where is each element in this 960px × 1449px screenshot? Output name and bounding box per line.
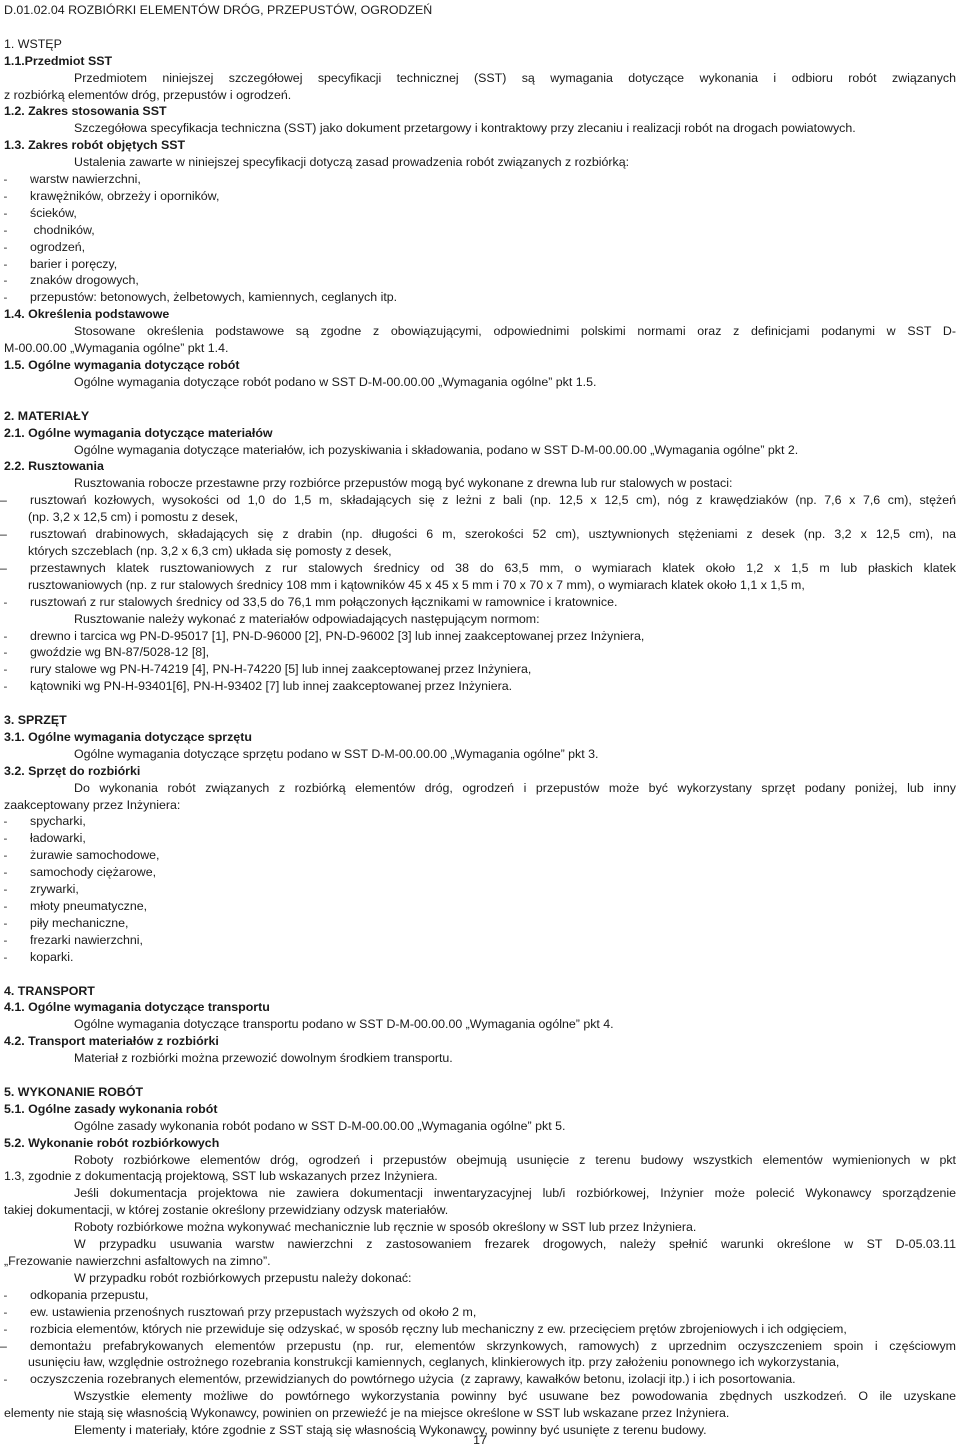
paragraph-line: Ogólne wymagania dotyczące materiałów, ich pozyskiwania i składowania, podano w SST D-M-00.00.00 „Wymagania ogólne” pkt 2. [74,442,799,457]
list-item: – żurawie samochodowe, [4,847,956,864]
list-item: – barier i poręczy, [4,256,956,273]
subsection-heading: 1.5. Ogólne wymagania dotyczące robót [4,358,240,373]
list-item: – ścieków, [4,205,956,222]
subsection-heading: 1.3. Zakres robót objętych SST [4,138,186,153]
list-item-continuation: (np. 3,2 x 12,5 cm) i pomostu z desek, [28,510,239,525]
subsection-heading: 3.1. Ogólne wymagania dotyczące sprzętu [4,729,252,744]
list-item: – młoty pneumatyczne, [4,898,956,915]
list-item: – rusztowań kozłowych, wysokości od 1,0 do 1,5 m, składających się z leżni z bali (np. 12,5 x 12,5 cm), nóg z krawędziaków (np. 7,6 x 7,6 cm), stężeń [4,492,956,509]
subsection-heading: 4.1. Ogólne wymagania dotyczące transportu [4,1000,270,1015]
paragraph-line: Jeśli dokumentacja projektowa nie zawiera dokumentacji inwentaryzacyjnej lub/i rozbiórkowej, Inżynier może polecić Wykonawcy sporządzenie [74,1186,956,1201]
paragraph-line: Roboty rozbiórkowe można wykonywać mechanicznie lub ręcznie w sposób określony w SST lub przez Inżyniera. [74,1220,697,1235]
paragraph-line: M-00.00.00 „Wymagania ogólne” pkt 1.4. [4,341,229,356]
spacer [4,19,956,36]
list-item: – rusztowań drabinowych, składających się z drabin (np. długości 6 m, szerokości 52 cm), usztywnionych stężeniami z desek (np. 3,2 x 12,5 cm), na [4,526,956,543]
list-item: – przestawnych klatek rusztowaniowych z rur stalowych średnicy od 38 do 63,5 mm, o wymiarach klatek około 1,2 x 1,5 m lub płaskich klatek [4,560,956,577]
dash-list [4,492,956,610]
section-heading: 3. SPRZĘT [4,713,67,728]
paragraph-line: Materiał z rozbiórki można przewozić dowolnym środkiem transportu. [74,1051,453,1066]
paragraph-line: Do wykonania robót związanych z rozbiórką elementów dróg, ogrodzeń i przepustów może być wykorzystany sprzęt podany poniżej, lub inny [74,780,956,795]
paragraph-line: takiej dokumentacji, w której zostanie określony przewidziany odzysk materiałów. [4,1203,449,1218]
list-item: – demontażu prefabrykowanych elementów przepustu (np. rur, elementów skrzynkowych, ramowych) z uprzednim oczyszczeniem spoin i częściowym [4,1338,956,1355]
dash-list [4,628,956,696]
list-item: – warstw nawierzchni, [4,171,956,188]
paragraph-line: Szczegółowa specyfikacja techniczna (SST) jako dokument przetargowy i kontraktowy przy zlecaniu i realizacji robót na drogach powiatowych. [74,121,856,136]
list-item: – zrywarki, [4,881,956,898]
list-item: – drewno i tarcica wg PN-D-95017 [1], PN-D-96000 [2], PN-D-96002 [3] lub innej zaakceptowanej przez Inżyniera, [4,628,956,645]
dash-list [4,171,956,306]
section-heading: 5. WYKONANIE ROBÓT [4,1084,144,1099]
list-item: – spycharki, [4,813,956,830]
paragraph-line: z rozbiórką elementów dróg, przepustów i ogrodzeń. [4,87,292,102]
list-item: – rury stalowe wg PN-H-74219 [4], PN-H-74220 [5] lub innej zaakceptowanej przez Inżyniera, [4,661,956,678]
list-item-continuation: usunięciu ław, względnie ostrożnego rozebrania konstrukcji kamiennych, ceglanych, klinkierowych itp. przy założeniu ponownego ich wykorzystania, [28,1355,840,1370]
paragraph-line: Ogólne wymagania dotyczące transportu podano w SST D-M-00.00.00 „Wymagania ogólne” pkt 4. [74,1017,614,1032]
paragraph-line: „Frezowanie nawierzchni asfaltowych na zimno”. [4,1253,271,1268]
spacer [4,391,956,408]
paragraph-line: Elementy i materiały, które zgodnie z SST stają się własnością Wykonawcy, powinny być usunięte z terenu budowy. [74,1423,707,1438]
list-item: – gwoździe wg BN-87/5028-12 [8], [4,644,956,661]
section-heading: 2. MATERIAŁY [4,408,90,423]
list-item: – samochody ciężarowe, [4,864,956,881]
subsection-heading: 5.1. Ogólne zasady wykonania robót [4,1101,218,1116]
paragraph-line: Wszystkie elementy możliwe do powtórnego wykorzystania powinny być usuwane bez powodowania zbędnych uszkodzeń. O ile uzyskane [74,1389,956,1404]
list-item: – rusztowań z rur stalowych średnicy od 33,5 do 76,1 mm połączonych łącznikami w ramownice i kratownice. [4,594,956,611]
paragraph-line: W przypadku usuwania warstw nawierzchni z zastosowaniem frezarek drogowych, należy spełnić warunki określone w ST D-05.03.11 [74,1237,956,1252]
list-item: – przepustów: betonowych, żelbetowych, kamiennych, ceglanych itp. [4,289,956,306]
paragraph-line: Stosowane określenia podstawowe są zgodne z obowiązującymi, odpowiednimi polskimi normami oraz z definicjami podanymi w SST D- [74,324,956,339]
subsection-heading: 1.4. Określenia podstawowe [4,307,170,322]
list-item: – frezarki nawierzchni, [4,932,956,949]
list-item: – oczyszczenia rozebranych elementów, przewidzianych do powtórnego użycia (z zaprawy, kawałków betonu, izolacji itp.) i ich posortowania. [4,1371,956,1388]
list-item: – ogrodzeń, [4,239,956,256]
paragraph-line: Rusztowanie należy wykonać z materiałów odpowiadających następującym normom: [74,611,540,626]
list-item: – kątowniki wg PN-H-93401[6], PN-H-93402 [7] lub innej zaakceptowanej przez Inżyniera. [4,678,956,695]
subsection-heading: 4.2. Transport materiałów z rozbiórki [4,1034,219,1049]
spacer [4,695,956,712]
list-item-continuation: rusztowaniowych (np. z rur stalowych średnicy 108 mm i kątowników 45 x 45 x 5 mm i 70 x 70 x 7 mm), o wymiarach klatek około 1,1 x 1,5 m, [28,577,805,592]
paragraph-line: Ogólne wymagania dotyczące sprzętu podano w SST D-M-00.00.00 „Wymagania ogólne” pkt 3. [74,746,599,761]
dash-list [4,1287,956,1388]
paragraph-line: Ogólne wymagania dotyczące robót podano w SST D-M-00.00.00 „Wymagania ogólne” pkt 1.5. [74,374,597,389]
subsection-heading: 1.1.Przedmiot SST [4,53,113,68]
paragraph-line: Rusztowania robocze przestawne przy rozbiórce przepustów mogą być wykonane z drewna lub rur stalowych w postaci: [74,476,733,491]
list-item: – odkopania przepustu, [4,1287,956,1304]
list-item: – ładowarki, [4,830,956,847]
paragraph-line: Ustalenia zawarte w niniejszej specyfikacji dotyczą zasad prowadzenia robót związanych z rozbiórką: [74,155,630,170]
document-page [4,2,956,1439]
paragraph-line: W przypadku robót rozbiórkowych przepustu należy dokonać: [74,1270,412,1285]
paragraph-line: zaakceptowany przez Inżyniera: [4,797,181,812]
section-heading: 1. WSTĘP [4,36,62,51]
list-item: – chodników, [4,222,956,239]
subsection-heading: 3.2. Sprzęt do rozbiórki [4,763,141,778]
dash-list [4,813,956,965]
paragraph-line: elementy nie stają się własnością Wykonawcy, powinien on przewieźć je na miejsce określone w SST lub wskazane przez Inżyniera. [4,1406,730,1421]
list-item: – piły mechaniczne, [4,915,956,932]
document-title: D.01.02.04 ROZBIÓRKI ELEMENTÓW DRÓG, PRZEPUSTÓW, OGRODZEŃ [4,3,433,17]
subsection-heading: 5.2. Wykonanie robót rozbiórkowych [4,1135,220,1150]
spacer [4,1067,956,1084]
spacer [4,966,956,983]
list-item: – koparki. [4,949,956,966]
subsection-heading: 2.1. Ogólne wymagania dotyczące materiałów [4,425,273,440]
paragraph-line: Przedmiotem niniejszej szczegółowej specyfikacji technicznej (SST) są wymagania dotyczące wykonania i odbioru robót związanych [74,70,956,85]
list-item: – krawężników, obrzeży i oporników, [4,188,956,205]
list-item: – rozbicia elementów, których nie przewiduje się odzyskać, w sposób ręczny lub mechaniczny z ew. przecięciem prętów zbrojeniowych i ich odgięciem, [4,1321,956,1338]
list-item: – znaków drogowych, [4,272,956,289]
section-heading: 4. TRANSPORT [4,983,95,998]
paragraph-line: Roboty rozbiórkowe elementów dróg, ogrodzeń i przepustów obejmują usunięcie z terenu budowy wszystkich elementów wymienionych w pkt [74,1152,956,1167]
page-number: 17 [473,1433,487,1447]
subsection-heading: 1.2. Zakres stosowania SST [4,104,167,119]
paragraph-line: Ogólne zasady wykonania robót podano w SST D-M-00.00.00 „Wymagania ogólne” pkt 5. [74,1118,566,1133]
list-item: – ew. ustawienia przenośnych rusztowań przy przepustach wyższych od około 2 m, [4,1304,956,1321]
paragraph-line: 1.3, zgodnie z dokumentacją projektową, SST lub wskazanych przez Inżyniera. [4,1169,438,1184]
subsection-heading: 2.2. Rusztowania [4,459,104,474]
list-item-continuation: których szczeblach (np. 3,2 x 6,3 cm) układa się pomosty z desek, [28,543,392,558]
